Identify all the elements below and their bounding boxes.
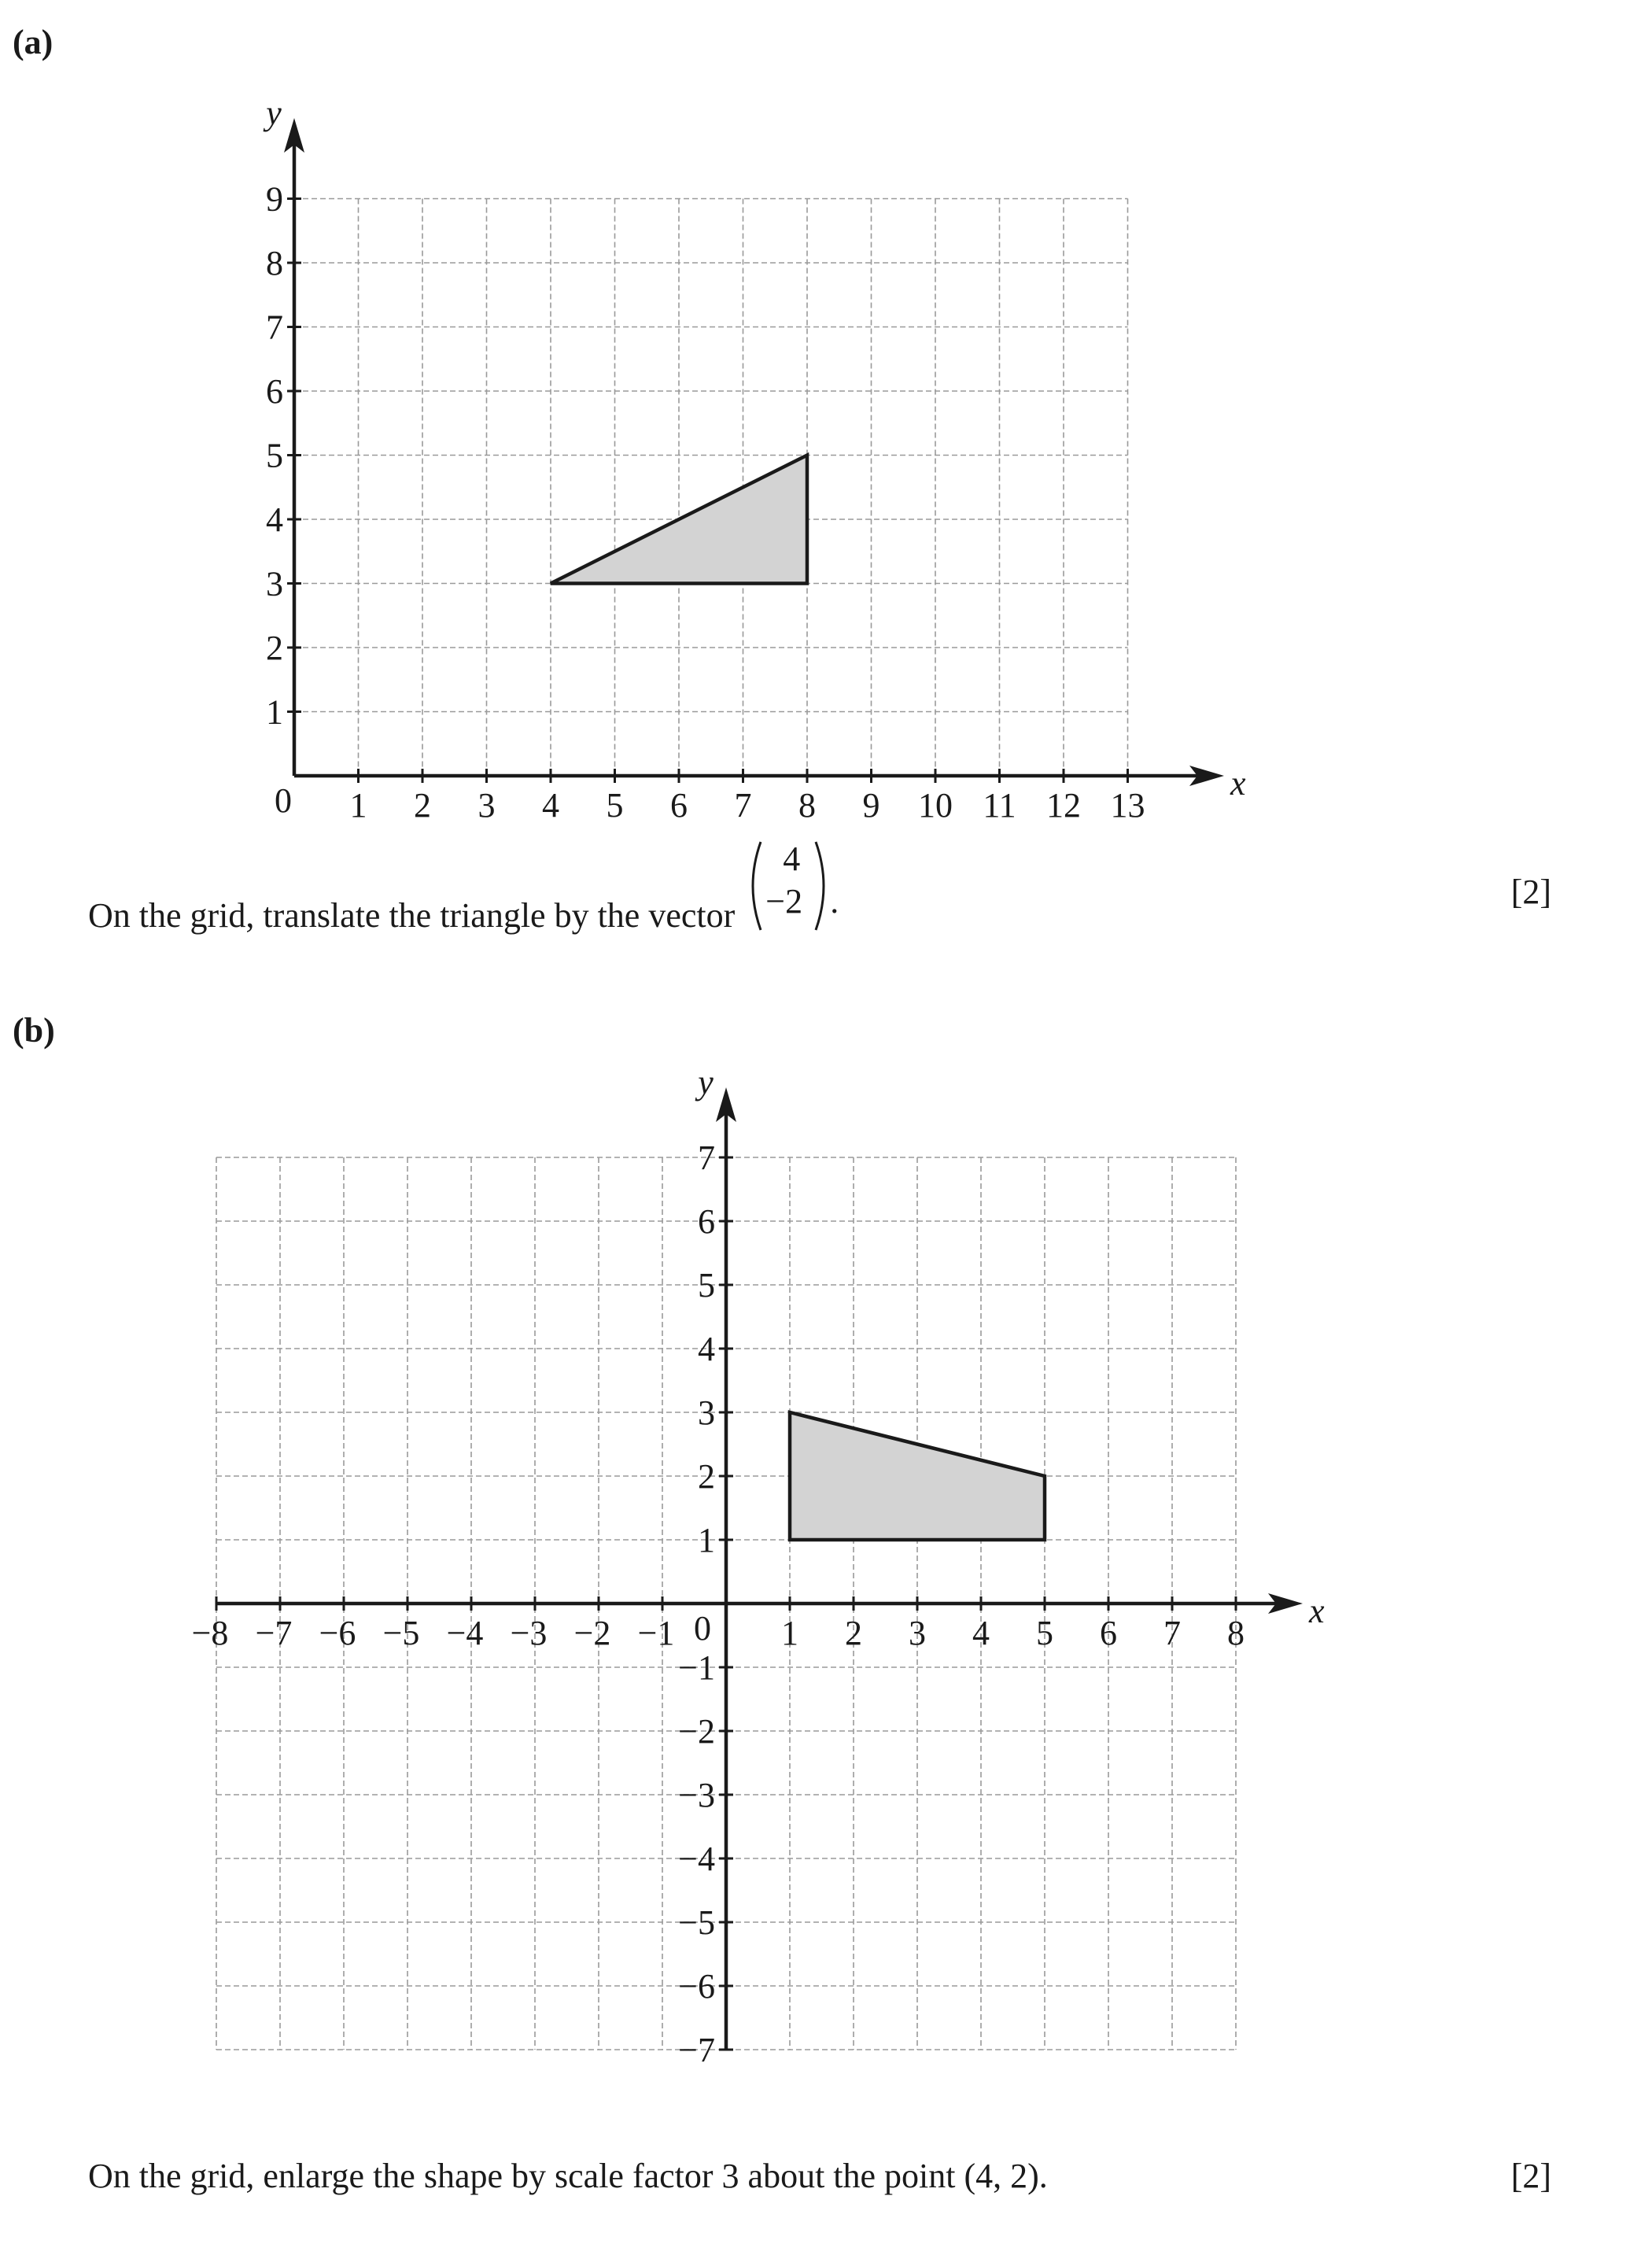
y-axis-label: y — [698, 1063, 714, 1102]
y-tick-label: −2 — [678, 1712, 715, 1751]
trapezium-shape — [790, 1412, 1045, 1540]
x-tick-label: 3 — [478, 786, 496, 825]
y-tick-label: 1 — [266, 692, 283, 732]
x-tick-label: 2 — [414, 786, 431, 825]
x-tick-label: 1 — [781, 1614, 798, 1652]
x-tick-label: −1 — [637, 1614, 675, 1652]
x-axis-label: x — [1309, 1592, 1325, 1630]
graph-a[interactable] — [0, 0, 1652, 865]
x-tick-label: 7 — [1163, 1614, 1181, 1652]
x-tick-label: 9 — [862, 786, 880, 825]
y-tick-label: 4 — [266, 500, 283, 539]
x-tick-label: −6 — [319, 1614, 356, 1652]
y-tick-label: 9 — [266, 179, 283, 219]
x-tick-label: −3 — [510, 1614, 548, 1652]
y-tick-label: 7 — [698, 1139, 715, 1177]
y-axis-label: y — [266, 94, 282, 132]
x-tick-label: 3 — [909, 1614, 926, 1652]
x-tick-label: 4 — [972, 1614, 990, 1652]
axes — [263, 94, 1246, 825]
x-tick-label: −8 — [191, 1614, 229, 1652]
x-axis-label: x — [1230, 764, 1246, 803]
origin-label: 0 — [275, 781, 292, 820]
vector-top: 4 — [783, 840, 801, 878]
x-tick-label: 13 — [1110, 786, 1145, 825]
x-tick-label: −7 — [255, 1614, 293, 1652]
column-vector — [743, 840, 839, 961]
y-tick-label: 6 — [698, 1202, 715, 1241]
x-tick-label: 8 — [1227, 1614, 1245, 1652]
x-tick-label: 1 — [349, 786, 367, 825]
y-tick-label: 6 — [266, 372, 283, 411]
y-tick-label: 4 — [698, 1330, 715, 1368]
y-tick-label: −5 — [678, 1903, 715, 1942]
axes — [192, 1063, 1325, 2069]
y-tick-label: −1 — [678, 1648, 715, 1687]
y-tick-label: 5 — [266, 436, 283, 475]
y-tick-label: 1 — [698, 1521, 715, 1559]
x-tick-label: 2 — [845, 1614, 862, 1652]
part-b-instruction: On the grid, enlarge the shape by scale factor 3 about the point (4, 2). — [88, 2157, 1048, 2195]
x-tick-label: 12 — [1046, 786, 1081, 825]
part-b-label: (b) — [13, 1011, 55, 1050]
origin-label: 0 — [694, 1609, 711, 1648]
y-tick-label: −6 — [678, 1967, 715, 2006]
x-tick-label: 4 — [542, 786, 559, 825]
x-tick-label: 5 — [1036, 1614, 1053, 1652]
vector-period: . — [830, 882, 839, 921]
y-tick-label: −4 — [678, 1840, 715, 1878]
part-a-marks: [2] — [1510, 873, 1551, 911]
part-a-instruction — [88, 840, 839, 966]
x-tick-label: 6 — [1100, 1614, 1117, 1652]
y-tick-label: −3 — [678, 1776, 715, 1814]
x-tick-label: 5 — [606, 786, 624, 825]
graph-b[interactable] — [0, 1039, 1652, 2140]
y-tick-label: 5 — [698, 1266, 715, 1305]
x-tick-label: −2 — [573, 1614, 611, 1652]
y-tick-label: 2 — [698, 1457, 715, 1496]
y-tick-label: 2 — [266, 629, 283, 667]
x-tick-label: 7 — [734, 786, 752, 825]
part-a-instruction-text: On the grid, translate the triangle by the vector — [88, 896, 736, 936]
y-tick-label: 7 — [266, 308, 283, 347]
y-tick-label: 3 — [266, 564, 283, 603]
x-tick-label: 10 — [918, 786, 953, 825]
vector-bottom: −2 — [765, 882, 803, 921]
x-tick-label: 6 — [670, 786, 688, 825]
y-tick-label: 3 — [698, 1393, 715, 1432]
part-b-marks: [2] — [1510, 2157, 1551, 2195]
x-tick-label: 8 — [798, 786, 816, 825]
x-tick-label: −4 — [446, 1614, 484, 1652]
x-tick-label: 11 — [983, 786, 1016, 825]
y-tick-label: −7 — [678, 2031, 715, 2069]
x-tick-label: −5 — [382, 1614, 420, 1652]
y-tick-label: 8 — [266, 244, 283, 282]
grid-lines — [294, 199, 1128, 777]
part-a-label: (a) — [13, 23, 53, 61]
